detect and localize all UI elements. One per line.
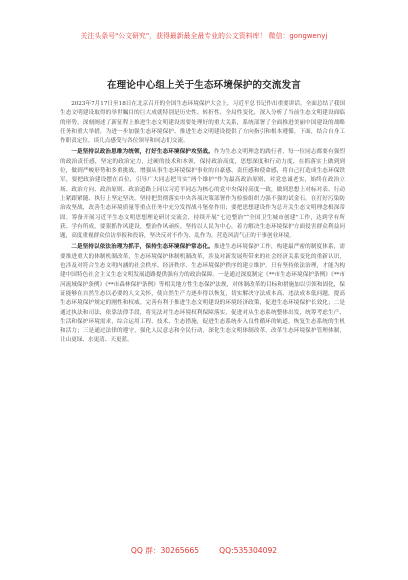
section-paragraph-2 [60,243,345,345]
section-body-1: 作为生态文明理念的践行者，每一位同志都要有强烈的政治责任感，坚定的政治定力，过硬的技术和本领，保持政治高度，思想深度和行动力度，在抓落实上做到到位，做到严峻形势和多重挑战，增强从事生态环境保护事业的自豪感、责任感和使命感，将自己打造成生态环保铁军，要把政治建设摆在首位，引导广大同志把当实“两个维护”作为最高政治原则，对党忠诚老实，始终在政治立场、政治方向、政治原则、政治道路上同以习近平同志为核心的党中央保持高度一致，做到思想上对标对表、行动上紧跟紧随、执行上坚定坚决。坚持把贯彻落实中央各项决策部署作为检验组织力强不强的试金石，在打好污染防治攻坚战，改善生态环境质量等重点任务中充分发挥战斗堡垒作用；要把思想建设作为总开关生态文明理念根深蒂固。筹备开展习近平生态文明思想理论研讨交流会，持续开展“七边整治”“全国卫生城市创建”工作，达到学有所获、学有所成。要狠抓作风建设，整治作风顽疾。坚持以人民为中心，着力解决生态环境保护方面侵害群众利益问题，高度重视群众信访举报和投诉，坚决反对不作为、乱作为，营造风清气正的干事创业环境。 [60,149,345,240]
qq-group-number: QQ 群：30265665 [130,546,200,555]
document-title: 在理论中心组上关于生态环境保护的交流发言 [106,80,301,91]
section-heading-1: 一是坚持以政治思维为统领，打好生态环境保护攻坚战。 [71,149,214,156]
intro-paragraph: 2023年7月17日至18日在北京召开的全国生态环境保护大会上，习近平总书记作出重要讲话。全面总结了我国生态文明建设取得的举世瞩目的巨大成就特别是历史性、转折性、全局性变化，深入分析了当前生态文明建设面临的形势，深刻阐述了新征程上推进生态文明建设需要处理好的重大关系，系统部署了全面推进美丽中国建设的战略任务和重大举措，为进一步加强生态环境保护、推进生态文明建设提供了方向指引和根本遵循。下面，结合自身工作职责定位，谈几点感受与各位领导和同志们交流。 [60,101,345,145]
document-body [60,98,345,348]
footer-contact [0,545,408,556]
qq-number: QQ:535304092 [219,546,278,555]
header-banner[interactable]: 关注头条号"公文研究"，获得最新最全最专业的公文资料库！ 微信：gongwenyj [80,32,328,40]
section-body-2: 推进生态环境保护工作，构建最严密的制度体系，需要推进重大的体制机制改革，生态环境保护体制机制改革，涉及对新发展所带来的社会经济关系变化的重新认识，也涉及对符合生态文明内涵的社会秩序、经济秩序、生态环境保护秩序的建立维护。只有坚持依法治理，才能为构建中国特色社会主义生态文明发展道路提供强有力的政治保障。一是通过深度制定《**市生态环境保护条例》《**市河流域保护条例》《**市森林保护条例》等相关地方性生态保护法规，对体制改革的目标和措施加以引领和固化，保证能够在自然生态以必要的人文关怀，使自然生产力逐步得以恢复，切实解决守法成本高、违法成本低问题，提高生态环境保护规定的刚性和权威。完善有利于推进生态文明建设的环境经济政策，促进生态环境保护长效化；二是通过执法和司法，依靠法律手段，将宪法对生态环境权利保障落实，促进对从生态系统整体出发，统筹考虑生产、生活和保护环境需求，综合运用工程、技术、生态措施，促进生态系统步入良性循环的轨道，恢复生态系统的生机和活力；三是通过法律的遵守，强化人民意志和全民行动，深化生态文明体制改革，改革生态环境保护管理体制，让山更绿、水更清、天更蓝。 [60,244,345,344]
section-heading-2: 二是坚持以依法治理为抓手，保持生态环境保护常态化。 [71,244,214,251]
section-paragraph-1 [60,148,345,241]
